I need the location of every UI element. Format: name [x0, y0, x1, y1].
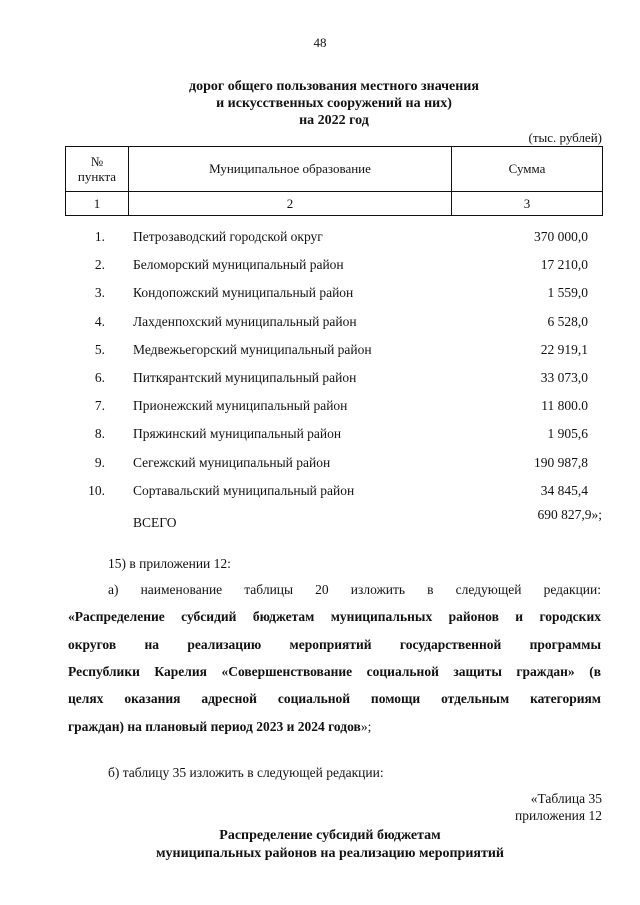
row-sum: 370 000,0 [534, 229, 588, 244]
total-value: 690 827,9»; [537, 507, 602, 522]
table-row [0, 257, 640, 275]
bottom-title-line-1: Распределение субсидий бюджетам [219, 828, 441, 843]
header-municipality: Муниципальное образование [129, 147, 452, 192]
row-sum: 1 905,6 [547, 426, 588, 442]
row-sum: 34 845,4 [540, 482, 588, 498]
units-label: (тыс. рублей) [528, 130, 602, 145]
header-sum: Сумма [452, 147, 603, 192]
row-municipality: Пряжинский муниципальный район [133, 426, 342, 442]
row-municipality: Сортавальский муниципальный район [133, 482, 355, 498]
item-15: 15) в приложении 12: [108, 556, 231, 571]
table-header [65, 146, 603, 216]
table-row [0, 342, 640, 360]
row-municipality: Петрозаводский городской округ [133, 229, 323, 244]
para-a-last-bold: граждан) на плановый период 2023 и 2024 годов [68, 719, 361, 734]
table-row [0, 483, 640, 501]
table-row [0, 426, 640, 444]
para-a-bold-line-4: целях оказания адресной социальной помощи отдельным категориям [68, 691, 601, 706]
row-number: 7. [94, 398, 105, 414]
table-row [0, 314, 640, 332]
para-a-last-line [68, 719, 601, 735]
bottom-title-line-2: муниципальных районов на реализацию мероприятий [156, 846, 504, 861]
row-sum: 33 073,0 [540, 370, 588, 385]
column-number-1: 1 [66, 192, 129, 216]
row-municipality: Сегежский муниципальный район [133, 454, 331, 470]
row-number: 5. [94, 341, 105, 357]
row-number: 9. [94, 454, 105, 470]
table-ref-line-1: «Таблица 35 [530, 791, 602, 806]
row-number: 1. [94, 229, 105, 244]
table-row [0, 370, 640, 388]
header-number: № пункта [66, 147, 129, 192]
para-a-last-tail: »; [360, 719, 372, 734]
row-municipality: Прионежский муниципальный район [133, 398, 348, 414]
row-sum: 22 919,1 [540, 341, 588, 357]
row-sum: 6 528,0 [547, 313, 588, 329]
row-number: 6. [94, 370, 105, 385]
row-sum: 11 800.0 [541, 398, 588, 414]
para-a-line-1: а) наименование таблицы 20 изложить в следующей редакции: [108, 582, 601, 597]
row-municipality: Питкярантский муниципальный район [133, 370, 357, 385]
row-sum: 17 210,0 [540, 257, 588, 273]
row-sum: 1 559,0 [547, 285, 588, 301]
column-number-3: 3 [452, 192, 603, 216]
para-a-bold-line-3: Республики Карелия «Совершенствование социальной защиты граждан» (в [68, 664, 601, 679]
para-a-bold-line-2: округов на реализацию мероприятий государственной программы [68, 637, 601, 652]
row-municipality: Лахденпохский муниципальный район [133, 313, 357, 329]
total-label: ВСЕГО [133, 515, 177, 530]
table-row [0, 398, 640, 416]
table-total-row [0, 507, 640, 532]
row-municipality: Беломорский муниципальный район [133, 257, 344, 273]
para-a-bold-line-1: «Распределение субсидий бюджетам муниципальных районов и городских [68, 609, 601, 624]
table-row [0, 285, 640, 303]
para-b: б) таблицу 35 изложить в следующей редакции: [108, 765, 384, 780]
column-number-2: 2 [129, 192, 452, 216]
row-number: 4. [94, 313, 105, 329]
table-row [0, 229, 640, 247]
title-line-3: на 2022 год [299, 113, 369, 128]
title-line-1: дорог общего пользования местного значения [189, 79, 479, 94]
table-row [0, 455, 640, 473]
row-municipality: Кондопожский муниципальный район [133, 285, 354, 301]
title-line-2: и искусственных сооружений на них) [216, 96, 452, 111]
row-number: 2. [94, 257, 105, 273]
page-number: 48 [313, 35, 327, 50]
table-ref-line-2: приложения 12 [514, 808, 602, 823]
row-sum: 190 987,8 [534, 454, 588, 470]
row-number: 3. [94, 285, 105, 301]
row-number: 8. [94, 426, 105, 442]
row-number: 10. [88, 482, 105, 498]
row-municipality: Медвежьегорский муниципальный район [133, 341, 372, 357]
